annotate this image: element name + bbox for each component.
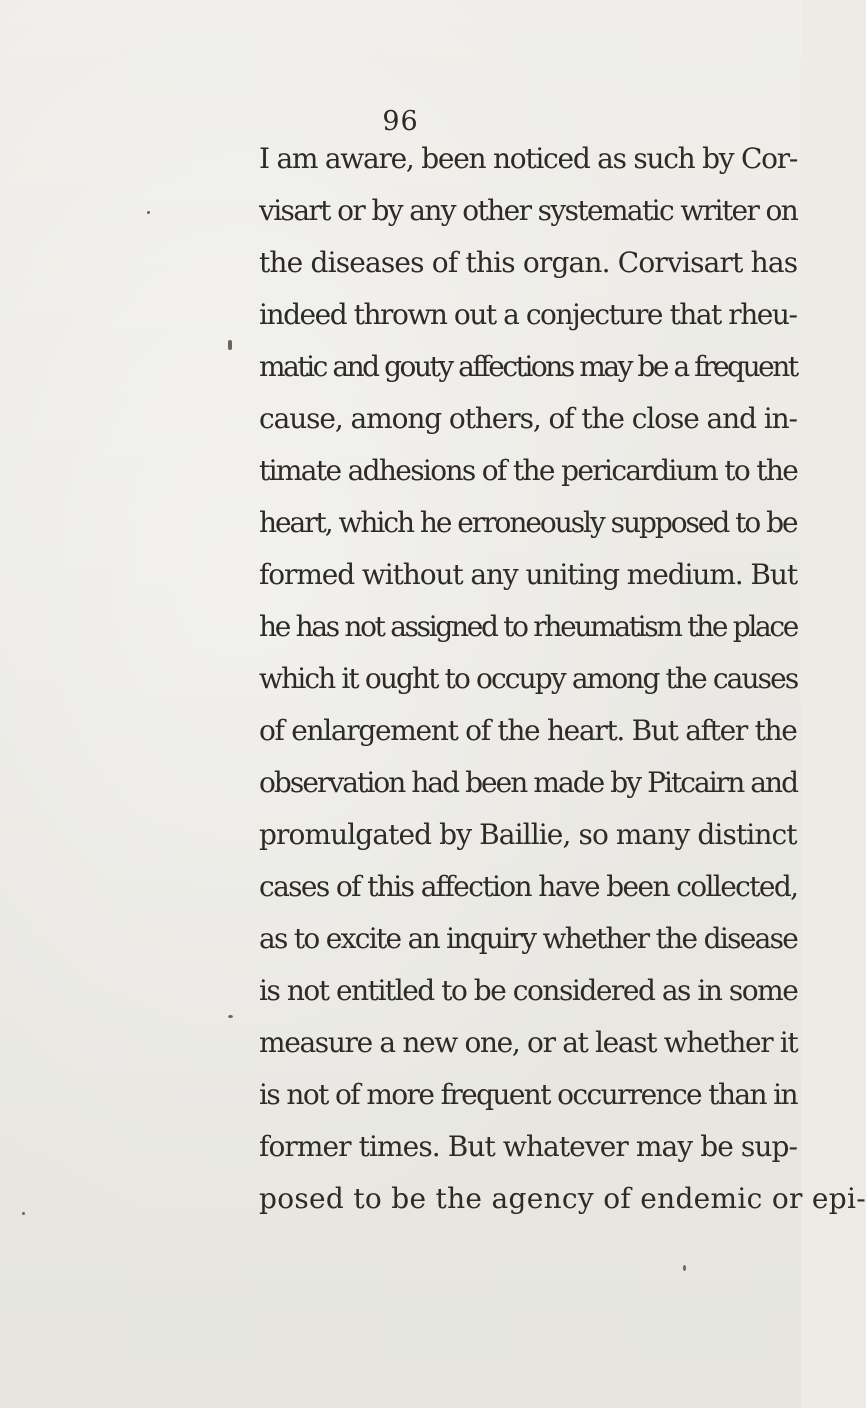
- text-line: as to excite an inquiry whether the disease: [259, 922, 798, 955]
- text-line: cases of this affection have been collected,: [259, 870, 798, 903]
- text-line: of enlargement of the heart. But after the: [259, 714, 797, 747]
- paper-speck: [228, 1015, 233, 1018]
- text-line: measure a new one, or at least whether it: [259, 1026, 798, 1059]
- paper-speck: [228, 340, 232, 350]
- text-line: is not of more frequent occurrence than in: [259, 1078, 797, 1111]
- text-line: which it ought to occupy among the causes: [259, 662, 798, 695]
- text-line: promulgated by Baillie, so many distinct: [259, 818, 797, 851]
- paper-speck: [683, 1265, 686, 1271]
- text-line: indeed thrown out a conjecture that rheu-: [259, 298, 797, 331]
- page-number: 96: [382, 106, 419, 137]
- text-line: formed without any uniting medium. But: [259, 558, 797, 591]
- text-line: is not entitled to be considered as in some: [259, 974, 798, 1007]
- text-line: timate adhesions of the pericardium to the: [259, 454, 798, 487]
- paper-speck: [22, 1212, 25, 1215]
- text-line: visart or by any other systematic writer on: [259, 194, 798, 227]
- text-line: the diseases of this organ. Corvisart has: [259, 246, 798, 279]
- text-line: posed to be the agency of endemic or epi-: [259, 1182, 866, 1215]
- text-line: matic and gouty affections may be a frequent: [259, 350, 797, 383]
- text-line: cause, among others, of the close and in-: [259, 402, 797, 435]
- text-line: heart, which he erroneously supposed to be: [259, 506, 797, 539]
- text-line: observation had been made by Pitcairn and: [259, 766, 798, 799]
- paper-speck: [147, 211, 150, 214]
- text-line: he has not assigned to rheumatism the place: [259, 610, 798, 643]
- text-line: I am aware, been noticed as such by Cor-: [259, 142, 798, 175]
- text-line: former times. But whatever may be sup-: [259, 1130, 798, 1163]
